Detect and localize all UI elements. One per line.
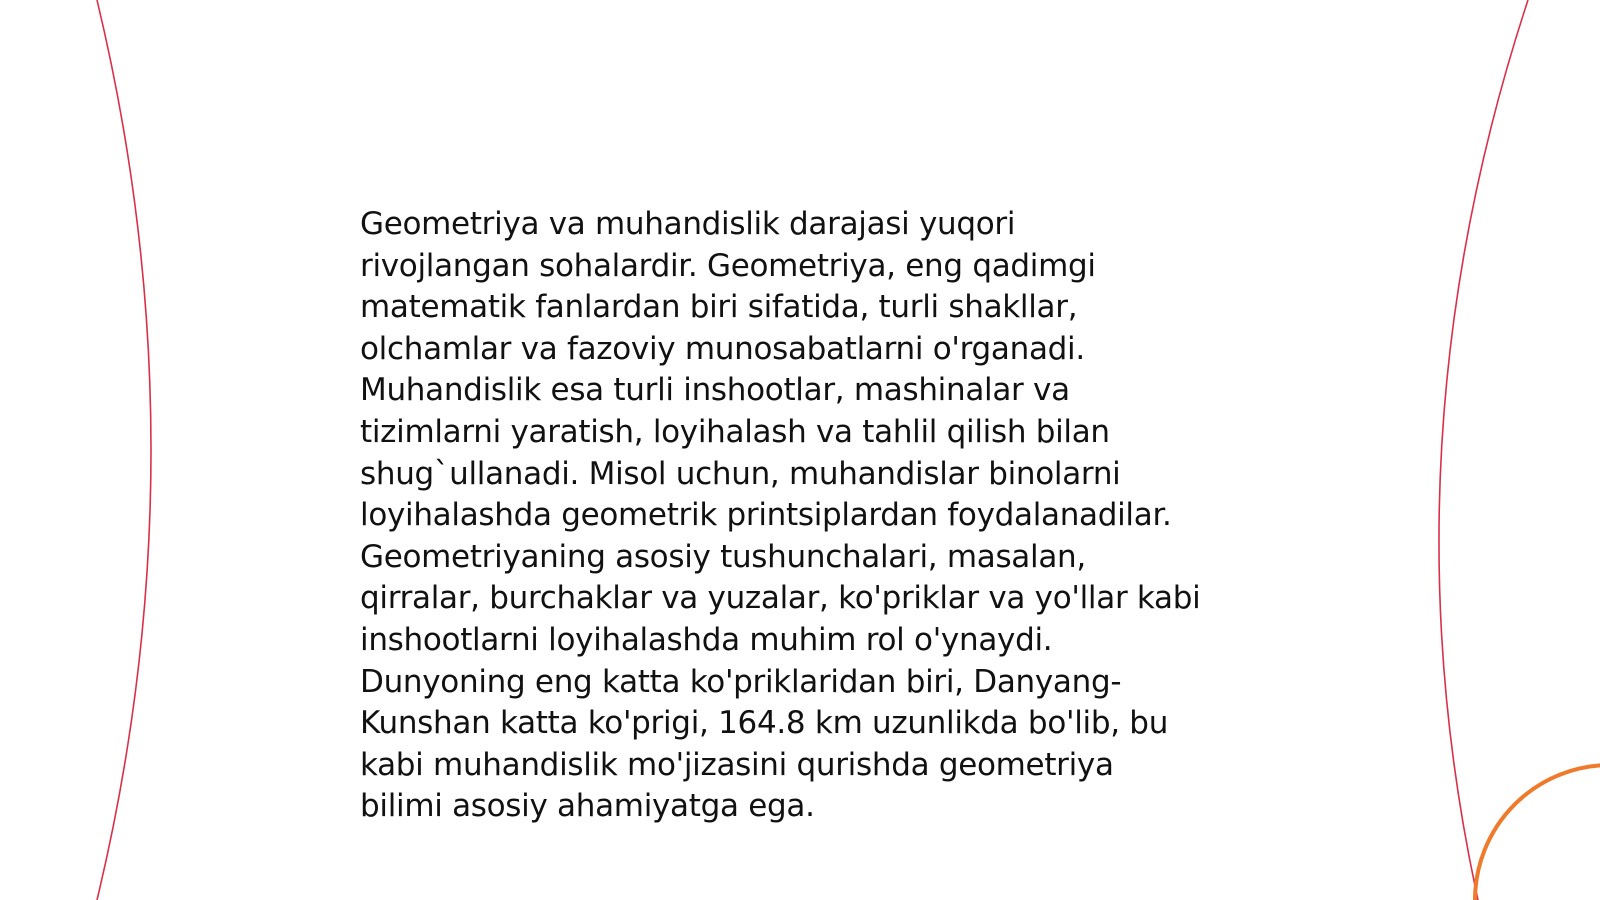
paragraph-line: kabi muhandislik mo'jizasini qurishda geometriya (360, 746, 1114, 783)
paragraph-line: qirralar, burchaklar va yuzalar, ko'priklar va yo'llar kabi (360, 580, 1201, 617)
paragraph-line: bilimi asosiy ahamiyatga ega. (360, 788, 815, 825)
left-arc-line (97, 0, 151, 900)
paragraph-line: shug`ullanadi. Misol uchun, muhandislar binolarni (360, 455, 1121, 492)
paragraph-line: Geometriya va muhandislik darajasi yuqori (360, 206, 1016, 242)
paragraph-line: rivojlangan sohalardir. Geometriya, eng qadimgi (360, 247, 1096, 284)
paragraph-line: Muhandislik esa turli inshootlar, mashinalar va (360, 372, 1070, 409)
paragraph-line: inshootlarni loyihalashda muhim rol o'ynaydi. (360, 621, 1053, 658)
body-paragraph (360, 204, 1260, 828)
orange-circle-outline (1475, 765, 1600, 900)
right-arc-line (1439, 0, 1528, 900)
paragraph-line: Kunshan katta ko'prigi, 164.8 km uzunlikda bo'lib, bu (360, 705, 1169, 742)
paragraph-line: Geometriyaning asosiy tushunchalari, masalan, (360, 538, 1086, 575)
paragraph-line: tizimlarni yaratish, loyihalash va tahlil qilish bilan (360, 413, 1110, 450)
paragraph-line: olchamlar va fazoviy munosabatlarni o'rganadi. (360, 330, 1085, 367)
paragraph-line: loyihalashda geometrik printsiplardan foydalanadilar. (360, 497, 1172, 534)
paragraph-line: matematik fanlardan biri sifatida, turli shakllar, (360, 289, 1078, 326)
paragraph-line: Dunyoning eng katta ko'priklaridan biri, Danyang- (360, 663, 1122, 700)
